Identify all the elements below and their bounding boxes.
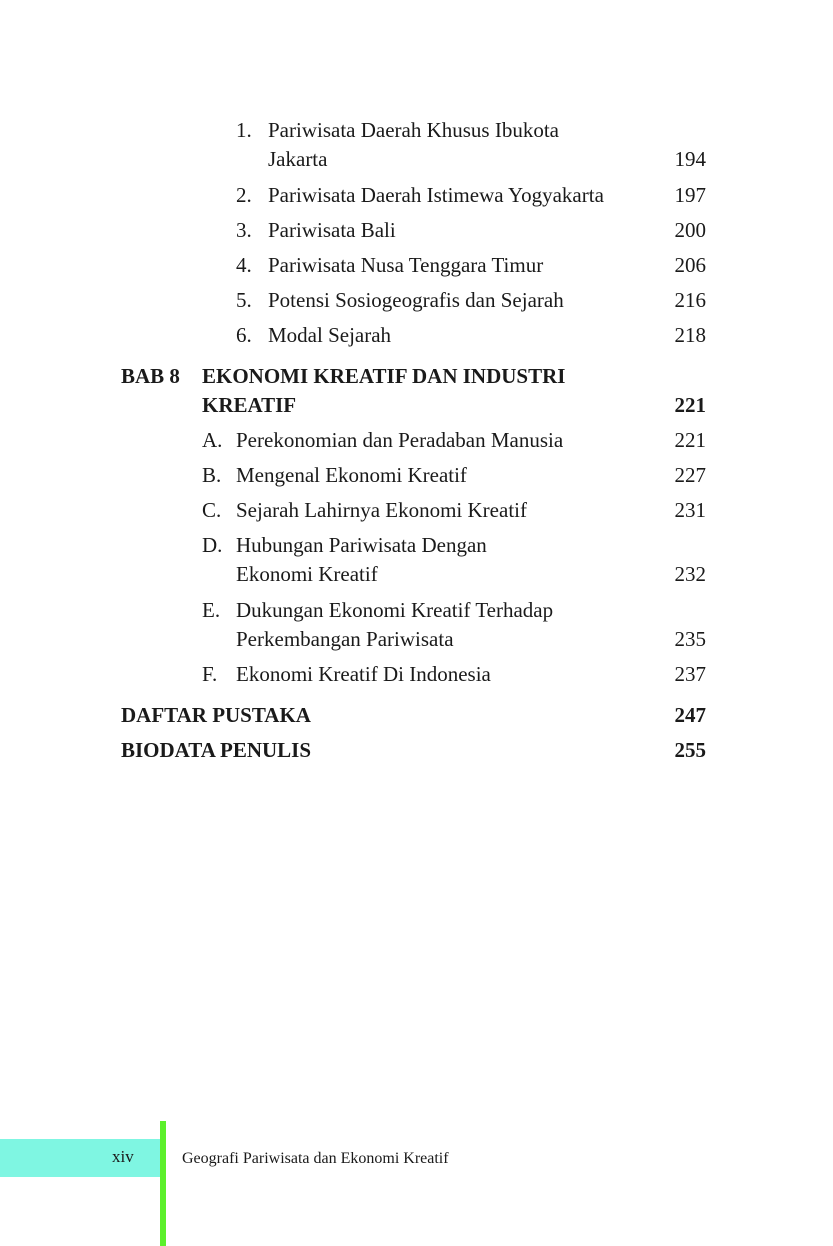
subitem-number: 5. — [236, 288, 252, 312]
subitem-title: Pariwisata Daerah Khusus Ibukota — [268, 118, 560, 142]
section-page: 235 — [674, 627, 706, 651]
subitem-number: 1. — [236, 118, 252, 142]
subitem-page: 216 — [674, 288, 706, 312]
footer-page-number: xiv — [112, 1147, 134, 1166]
section-page: 227 — [674, 463, 706, 487]
chapter-title: EKONOMI KREATIF DAN INDUSTRI — [202, 364, 566, 388]
subitem-title: Pariwisata Daerah Istimewa Yogyakarta — [268, 183, 604, 207]
subitem-number: 6. — [236, 323, 252, 347]
back-matter-page: 247 — [674, 703, 706, 727]
back-matter-label: BIODATA PENULIS — [121, 738, 312, 762]
section-letter: B. — [202, 463, 222, 487]
section-title-cont: Ekonomi Kreatif — [236, 562, 378, 586]
section-letter: F. — [202, 662, 218, 686]
section-title-cont: Perkembangan Pariwisata — [236, 627, 454, 651]
back-matter-label: DAFTAR PUSTAKA — [121, 703, 311, 727]
subitem-number: 2. — [236, 183, 252, 207]
footer-book-title: Geografi Pariwisata dan Ekonomi Kreatif — [182, 1150, 449, 1167]
chapter-page: 221 — [674, 393, 706, 417]
footer-color-band — [0, 1139, 160, 1177]
chapter-label: BAB 8 — [121, 364, 180, 388]
section-page: 232 — [674, 562, 706, 586]
subitem-number: 3. — [236, 218, 252, 242]
subitem-title: Potensi Sosiogeografis dan Sejarah — [268, 288, 564, 312]
section-title: Dukungan Ekonomi Kreatif Terhadap — [236, 598, 554, 622]
section-title: Mengenal Ekonomi Kreatif — [236, 463, 467, 487]
section-title: Hubungan Pariwisata Dengan — [236, 533, 487, 557]
chapter-title-cont: KREATIF — [202, 393, 297, 417]
back-matter-page: 255 — [674, 738, 706, 762]
subitem-title: Pariwisata Bali — [268, 218, 396, 242]
section-letter: C. — [202, 498, 222, 522]
subitem-page: 206 — [674, 253, 706, 277]
section-page: 221 — [674, 428, 706, 452]
footer-vertical-bar — [160, 1121, 166, 1246]
subitem-title: Pariwisata Nusa Tenggara Timur — [268, 253, 544, 277]
section-letter: A. — [202, 428, 223, 452]
section-page: 231 — [674, 498, 706, 522]
section-page: 237 — [674, 662, 706, 686]
section-letter: D. — [202, 533, 223, 557]
subitem-page: 194 — [674, 147, 706, 171]
section-letter: E. — [202, 598, 221, 622]
subitem-title-cont: Jakarta — [268, 147, 328, 171]
subitem-page: 197 — [674, 183, 706, 207]
subitem-number: 4. — [236, 253, 252, 277]
subitem-page: 200 — [674, 218, 706, 242]
section-title: Sejarah Lahirnya Ekonomi Kreatif — [236, 498, 527, 522]
section-title: Perekonomian dan Peradaban Manusia — [236, 428, 564, 452]
subitem-title: Modal Sejarah — [268, 323, 392, 347]
subitem-page: 218 — [674, 323, 706, 347]
section-title: Ekonomi Kreatif Di Indonesia — [236, 662, 491, 686]
